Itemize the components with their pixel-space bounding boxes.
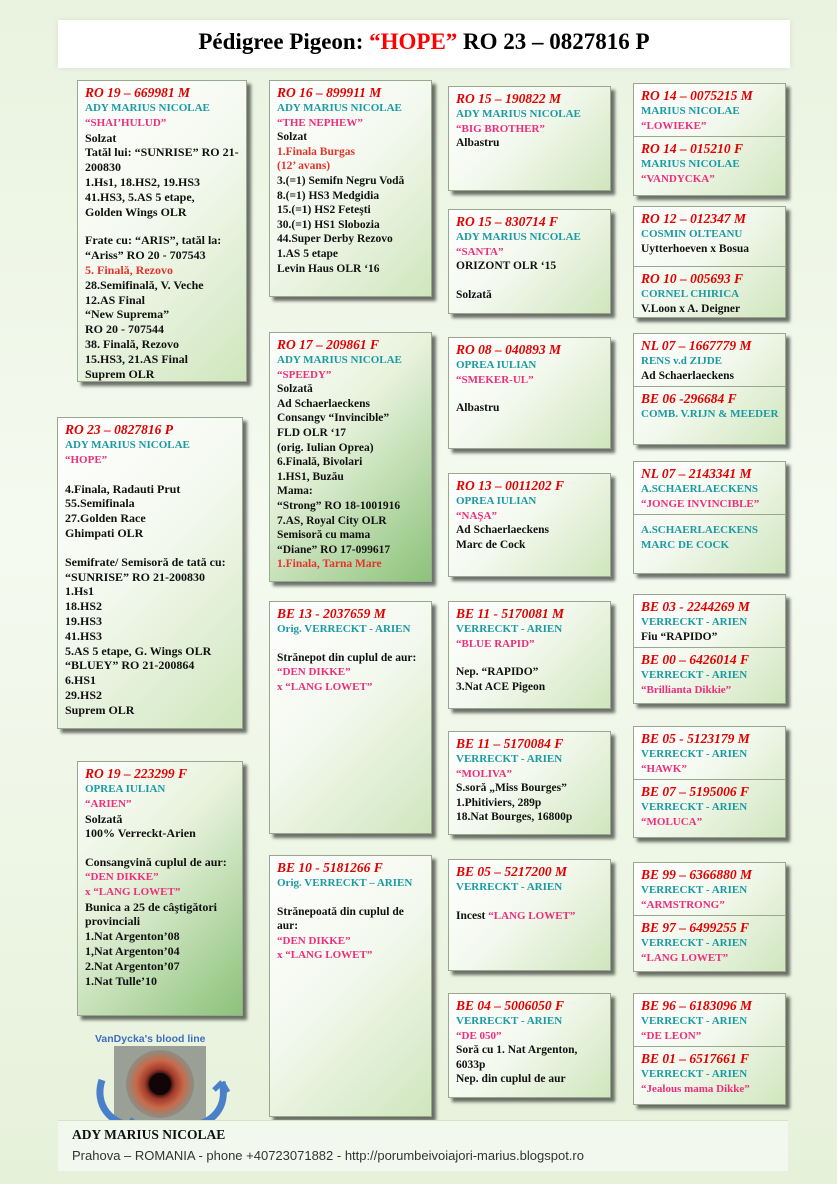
title-pigeon-name: “HOPE” <box>369 29 458 54</box>
ring-number: BE 13 - 2037659 M <box>277 606 386 621</box>
ring-number: RO 15 – 190822 M <box>456 91 562 106</box>
owner: VERRECKT - ARIEN <box>641 748 748 760</box>
pigeon-name: “DE 050” <box>456 1029 502 1042</box>
ring-number: BE 05 – 5217200 M <box>456 864 568 879</box>
note-line: 30.(=1) HS1 Slobozia <box>277 218 380 231</box>
gen3-card <box>448 993 611 1098</box>
sibling-line: 1.Hs1 <box>65 584 95 599</box>
pigeon-name: “SANTA” <box>456 245 504 258</box>
gen4-pair-card <box>633 83 786 196</box>
note-line: 1.Hs1, 18.HS2, 19.HS3 <box>85 174 201 189</box>
owner: OPREA IULIAN <box>85 783 166 795</box>
pigeon-name: “NAŞA” <box>456 509 497 522</box>
ring-number: RO 13 – 0011202 F <box>456 478 565 493</box>
note-line: (orig. Iulian Oprea) <box>277 441 374 454</box>
pigeon-name: “ARIEN” <box>85 797 132 810</box>
ring-number: BE 10 - 5181266 F <box>277 860 383 875</box>
note-line: Bunica a 25 de câştigători provinciali <box>85 899 217 929</box>
note-line: Consangv “Invincible” <box>277 412 390 425</box>
gen4-pair-card <box>633 461 786 574</box>
ring-number: BE 99 – 6366880 M <box>641 867 753 882</box>
note-line: Soră cu 1. Nat Argenton, 6033p <box>456 1044 578 1071</box>
dam-card <box>77 761 243 1016</box>
golden-pair-name: “DEN DIKKE” <box>277 666 351 679</box>
pigeon-eye-icon <box>92 1046 232 1130</box>
note-line: 1.Nat Argenton’08 <box>85 929 180 944</box>
pigeon-name: “JONGE INVINCIBLE” <box>641 497 760 510</box>
owner: Orig. VERRECKT - ARIEN <box>277 623 411 635</box>
owner: ADY MARIUS NICOLAE <box>85 102 210 114</box>
owner: VERRECKT - ARIEN <box>641 1068 748 1081</box>
owner: VERRECKT - ARIEN <box>641 801 748 814</box>
note-line: Levin Haus OLR ‘16 <box>277 262 380 275</box>
note-line: 1.Phitiviers, 289p <box>456 796 542 809</box>
note-line: 3.(=1) Semifn Negru Vodă <box>277 174 405 187</box>
ring-number: RO 10 – 005693 F <box>641 271 744 287</box>
color-line: Solzată <box>85 811 123 826</box>
note-line: 15.HS3, 21.AS Final <box>85 351 189 366</box>
sibling-line: 5.AS 5 etape, G. Wings OLR <box>65 643 212 658</box>
ring-number: BE 04 – 5006050 F <box>456 998 565 1013</box>
gen4-pair-card <box>633 862 786 972</box>
owner: VERRECKT - ARIEN <box>641 616 748 628</box>
note-line: 38. Finală, Rezovo <box>85 336 179 351</box>
note-line: Ghimpati OLR <box>65 525 144 540</box>
ring-number: RO 19 – 223299 F <box>85 766 188 781</box>
golden-pair-name: x “LANG LOWET” <box>277 680 373 693</box>
dam-dam-card <box>269 855 432 1117</box>
note-line: 1.AS 5 etape <box>277 247 339 260</box>
sire-card <box>77 80 247 382</box>
owner: CORNEL CHIRICA <box>641 288 740 301</box>
note-line: Golden Wings OLR <box>85 204 187 219</box>
owner: ADY MARIUS NICOLAE <box>456 231 581 243</box>
sibling-line: 29.HS2 <box>65 687 103 702</box>
sibling-line: “SUNRISE” RO 21-200830 <box>65 569 206 584</box>
note-line: 1.Nat Tulle’10 <box>85 973 158 988</box>
owner: COMB. V.RIJN & MEEDER <box>641 408 779 421</box>
note-line: Nep. “RAPIDO” <box>456 666 539 679</box>
highlight-line: 1.Finala, Tarna Mare <box>277 558 382 571</box>
title-prefix: Pédigree Pigeon: <box>198 29 370 54</box>
ring-number: BE 03 - 2244269 M <box>641 599 750 614</box>
note-line: Solzată <box>277 383 313 396</box>
gen4-pair-card <box>633 993 786 1105</box>
pigeon-name: “VANDYCKA” <box>641 172 715 185</box>
note-line: 55.Semifinala <box>65 496 135 511</box>
dam-sire-card <box>269 601 432 834</box>
owner: VERRECKT - ARIEN <box>456 623 563 635</box>
note-line: “Strong” RO 18-1001916 <box>277 499 401 512</box>
sire-dam-card <box>269 332 432 582</box>
ring-number: RO 19 – 669981 M <box>85 85 191 100</box>
ring-number: RO 14 – 0075215 M <box>641 88 753 103</box>
owner: OPREA IULIAN <box>456 495 537 507</box>
pigeon-name: “MOLIVA” <box>456 767 513 780</box>
color-line: Solzat <box>85 130 117 145</box>
note-line: 44.Super Derby Rezovo <box>277 233 393 246</box>
gen3-card <box>448 859 611 971</box>
ring-number: BE 11 - 5170081 M <box>456 606 565 621</box>
pigeon-name: “Brillianta Dikkie” <box>641 683 732 696</box>
footer <box>58 1120 788 1171</box>
pigeon-name: “MOLUCA” <box>641 815 703 828</box>
owner: MARIUS NICOLAE <box>641 158 740 171</box>
owner: ADY MARIUS NICOLAE <box>456 108 581 120</box>
note-line: “New Suprema” <box>85 307 170 322</box>
bloodline-label: VanDycka's blood line <box>95 1033 206 1045</box>
golden-pair-name: “DEN DIKKE” <box>85 870 159 883</box>
owner: VERRECKT - ARIEN <box>641 669 748 682</box>
gen3-card <box>448 86 611 191</box>
golden-pair-name: x “LANG LOWET” <box>277 949 373 962</box>
owner: OPREA IULIAN <box>456 359 537 371</box>
owner: ADY MARIUS NICOLAE <box>277 102 402 114</box>
note-line: Mama: <box>277 485 313 498</box>
gen4-pair-card <box>633 594 786 704</box>
owner: VERRECKT - ARIEN <box>641 1015 748 1027</box>
gen3-card <box>448 337 611 449</box>
note-line: Albastru <box>456 137 500 150</box>
sibling-line: 41.HS3 <box>65 628 103 643</box>
pigeon-name: “LANG LOWET” <box>488 909 576 922</box>
note-line: 4.Finala, Radauti Prut <box>65 481 181 496</box>
sibling-line: Semifrate/ Semisoră de tată cu: <box>65 554 226 569</box>
pigeon-name: “HAWK” <box>641 762 687 775</box>
title-ring: RO 23 – 0827816 P <box>457 29 650 54</box>
ring-number: BE 11 – 5170084 F <box>456 736 564 751</box>
note-line: Consangvină cuplul de aur: <box>85 855 227 870</box>
pigeon-name: “SHAI’HULUD” <box>85 116 167 129</box>
page-title <box>58 20 790 68</box>
note-line: 8.(=1) HS3 Medgidia <box>277 189 380 202</box>
ring-number: BE 05 - 5123179 M <box>641 731 750 746</box>
gen4-pair-card <box>633 333 786 445</box>
note-line: Incest “LANG LOWET” <box>456 909 576 922</box>
ring-number: BE 07 – 5195006 F <box>641 784 750 800</box>
note-line: 28.Semifinală, V. Veche <box>85 277 204 292</box>
pigeon-name: “THE NEPHEW” <box>277 116 363 129</box>
note-line: 15.(=1) HS2 Feteşti <box>277 204 371 217</box>
footer-owner: ADY MARIUS NICOLAE <box>72 1127 226 1142</box>
note-line: “Diane” RO 17-099617 <box>277 543 391 556</box>
color-line: Solzat <box>277 131 308 144</box>
note-line: V.Loon x A. Deigner <box>641 302 741 315</box>
note-line: Albastru <box>456 402 500 415</box>
note-line: 1,Nat Argenton’04 <box>85 943 180 958</box>
ring-number: BE 96 – 6183096 M <box>641 998 753 1013</box>
owner: VERRECKT - ARIEN <box>641 937 748 950</box>
note-line: RO 20 - 707544 <box>85 322 164 337</box>
owner: ADY MARIUS NICOLAE <box>277 354 402 366</box>
note-line: Marc de Cock <box>456 538 526 551</box>
gen3-card <box>448 473 611 577</box>
ring-number: RO 08 – 040893 M <box>456 342 562 357</box>
gen4-pair-card <box>633 206 786 318</box>
gen3-card <box>448 731 611 835</box>
owner: COSMIN OLTEANU <box>641 228 743 240</box>
ring-number: BE 01 – 6517661 F <box>641 1051 750 1067</box>
note-line: 2.Nat Argenton’07 <box>85 958 180 973</box>
note-line: ORIZONT OLR ‘15 <box>456 260 557 273</box>
pigeon-name: “ARMSTRONG” <box>641 898 725 911</box>
note-line: Strănepot din cuplul de aur: <box>277 651 417 664</box>
owner: Orig. VERRECKT – ARIEN <box>277 877 413 889</box>
gen4-pair-card <box>633 726 786 838</box>
ring-number: RO 23 – 0827816 P <box>65 422 173 437</box>
owner: VERRECKT - ARIEN <box>456 881 563 893</box>
note-line: 3.Nat ACE Pigeon <box>456 680 546 693</box>
ring-number: RO 17 – 209861 F <box>277 337 380 352</box>
note-line: Strănepoată din cuplul de aur: <box>277 905 404 933</box>
main-pigeon-card <box>57 417 243 729</box>
sibling-line: 18.HS2 <box>65 599 103 614</box>
highlight-line: 5. Finală, Rezovo <box>85 262 173 277</box>
note-line: 1.HS1, Buzău <box>277 470 344 483</box>
ring-number: RO 12 – 012347 M <box>641 211 747 226</box>
note-line: Semisoră cu mama <box>277 529 371 542</box>
note-line: Ad Schaerlaeckens <box>641 369 734 382</box>
ring-number: BE 00 – 6426014 F <box>641 652 750 668</box>
pigeon-name: “DE LEON” <box>641 1029 702 1042</box>
highlight-line: (12’ avans) <box>277 160 331 173</box>
note-line: Ad Schaerlaeckens <box>277 397 370 410</box>
note-line: Nep. din cuplul de aur <box>456 1073 566 1086</box>
owner: MARIUS NICOLAE <box>641 105 740 117</box>
pigeon-name: “HOPE” <box>65 453 108 466</box>
note-line: Suprem OLR <box>85 366 155 381</box>
owner: VERRECKT - ARIEN <box>456 753 563 765</box>
note-line: 100% Verreckt-Arien <box>85 826 196 841</box>
note-line: Solzată <box>456 288 492 301</box>
pigeon-name: “BIG BROTHER” <box>456 122 545 135</box>
note-line: 6.Finală, Bivolari <box>277 456 363 469</box>
pigeon-name: “Jealous mama Dikke” <box>641 1082 750 1095</box>
sibling-line: “BLUEY” RO 21-200864 <box>65 658 195 673</box>
note-line: 18.Nat Bourges, 16800p <box>456 811 573 824</box>
note-line: 12.AS Final <box>85 292 146 307</box>
gen3-card <box>448 601 611 709</box>
owner: A.SCHAERLAECKENS <box>641 483 759 495</box>
ring-number: RO 14 – 015210 F <box>641 141 744 157</box>
ring-number: NL 07 – 1667779 M <box>641 338 752 353</box>
pigeon-name: “LANG LOWET” <box>641 951 729 964</box>
note-line: Tatăl lui: “SUNRISE” RO 21-200830 <box>85 145 239 175</box>
note-line: 27.Golden Race <box>65 511 146 526</box>
ring-number: RO 15 – 830714 F <box>456 214 559 229</box>
note-line: 41.HS3, 5.AS 5 etape, <box>85 189 195 204</box>
golden-pair-name: “DEN DIKKE” <box>277 934 351 947</box>
note-line: FLD OLR ‘17 <box>277 426 346 439</box>
sibling-line: 19.HS3 <box>65 613 103 628</box>
note-line: 7.AS, Royal City OLR <box>277 514 387 527</box>
gen3-card <box>448 209 611 314</box>
owner: RENS v.d ZIJDE <box>641 355 723 367</box>
highlight-line: 1.Finala Burgas <box>277 145 355 158</box>
note-line: S.soră „Miss Bourges” <box>456 782 567 795</box>
ring-number: NL 07 – 2143341 M <box>641 466 752 481</box>
pigeon-name: “SPEEDY” <box>277 368 332 381</box>
sibling-line: 6.HS1 <box>65 673 97 688</box>
pigeon-name: “BLUE RAPID” <box>456 637 535 650</box>
note-line: Frate cu: “ARIS”, tatăl la: <box>85 233 222 248</box>
sire-sire-card <box>269 80 432 297</box>
ring-number: BE 97 – 6499255 F <box>641 920 750 936</box>
pigeon-name: “LOWIEKE” <box>641 119 707 132</box>
owner: A.SCHAERLAECKENS MARC DE COCK <box>641 524 759 551</box>
owner: VERRECKT - ARIEN <box>456 1015 563 1027</box>
ring-number: RO 16 – 899911 M <box>277 85 382 100</box>
pigeon-name: “SMEKER-UL” <box>456 373 534 386</box>
note-line: Fiu “RAPIDO” <box>641 630 718 643</box>
footer-contact: Prahova – ROMANIA - phone +40723071882 - http://porumbeivoiajori-marius.blogspot.ro <box>72 1148 584 1163</box>
ring-number: BE 06 -296684 F <box>641 391 737 407</box>
note-line: Uytterhoeven x Bosua <box>641 242 749 255</box>
note-line: Ad Schaerlaeckens <box>456 524 549 537</box>
sibling-line: Suprem OLR <box>65 702 135 717</box>
owner: VERRECKT - ARIEN <box>641 884 748 896</box>
golden-pair-name: x “LANG LOWET” <box>85 885 181 898</box>
owner: ADY MARIUS NICOLAE <box>65 439 190 451</box>
note-line: “Ariss” RO 20 - 707543 <box>85 248 206 263</box>
